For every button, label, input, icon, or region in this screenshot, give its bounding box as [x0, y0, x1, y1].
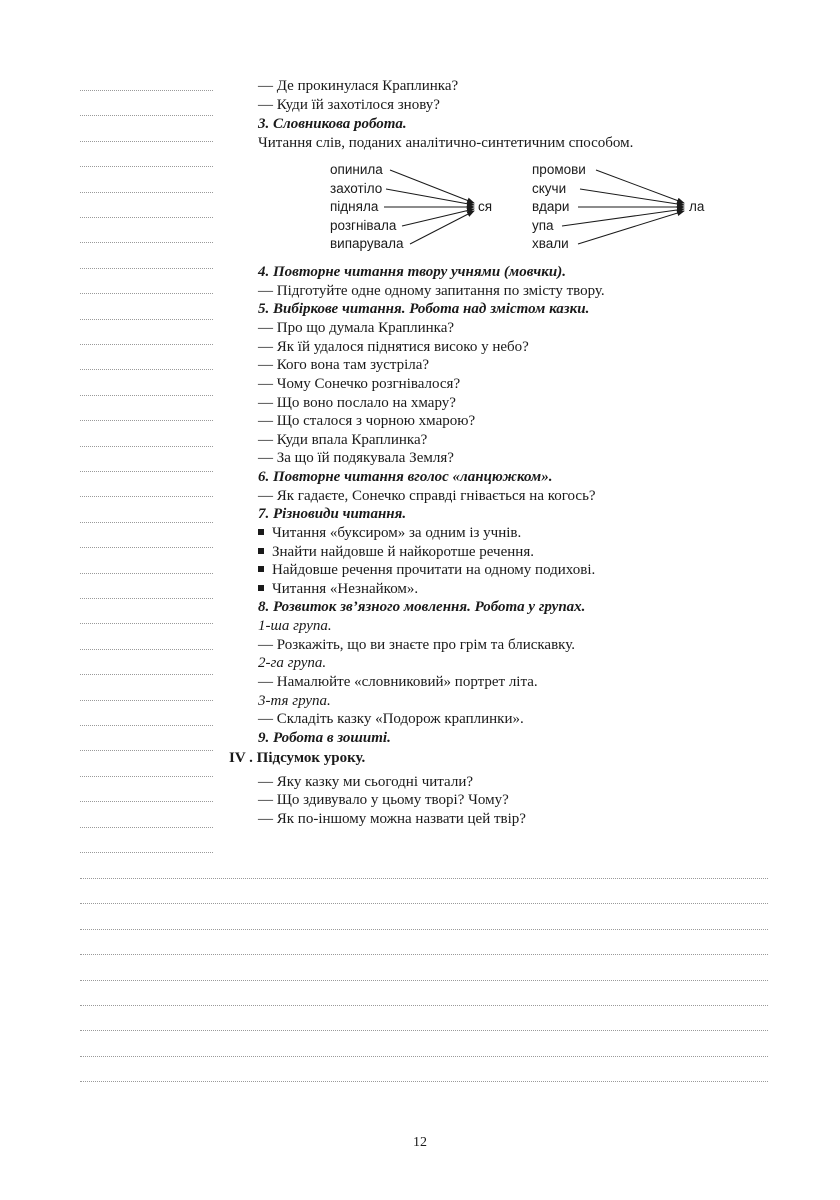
- question-line: — Як гадаєте, Сонечко справді гнівається на когось?: [258, 488, 596, 504]
- bullet-item: Знайти найдовше й найкоротше речення.: [258, 543, 534, 561]
- diagram-left-word: випарувала: [330, 236, 404, 251]
- bullet-icon: [258, 562, 272, 578]
- diagram-left-word: опинила: [330, 162, 383, 177]
- group-label: 3-тя група.: [258, 693, 331, 709]
- note-line: [80, 776, 213, 777]
- note-line: [80, 395, 213, 396]
- bullet-icon: [258, 544, 272, 560]
- diagram-right-word: скучи: [532, 181, 567, 196]
- note-line: [80, 1030, 768, 1031]
- diagram-arrow: [562, 209, 684, 226]
- question-line: — Про що думала Краплинка?: [258, 320, 455, 336]
- vocabulary-instruction: Читання слів, поданих аналітично-синтетичним способом.: [258, 135, 634, 151]
- note-line: [80, 369, 213, 370]
- note-line: [80, 725, 213, 726]
- question-line: — Що здивувало у цьому творі? Чому?: [258, 792, 509, 808]
- diagram-arrow: [390, 170, 474, 203]
- note-line: [80, 623, 213, 624]
- task-line: — Складіть казку «Подорож краплинки».: [258, 711, 524, 727]
- group-label: 1-ша група.: [258, 618, 332, 634]
- question-line: — Куди впала Краплинка?: [258, 432, 428, 448]
- note-line: [80, 980, 768, 981]
- task-line: — Намалюйте «словниковий» портрет літа.: [258, 674, 538, 690]
- heading-notebook-work: 9. Робота в зошиті.: [258, 730, 391, 746]
- heading-chain-reading: 6. Повторне читання вголос «ланцюжком».: [258, 469, 553, 485]
- diagram-right-suffix: ла: [689, 199, 705, 214]
- note-line: [80, 344, 213, 345]
- note-line: [80, 827, 213, 828]
- note-line: [80, 750, 213, 751]
- diagram-left-word: розгнівала: [330, 218, 397, 233]
- diagram-left-word: підняла: [330, 199, 379, 214]
- note-line: [80, 522, 213, 523]
- note-line: [80, 547, 213, 548]
- group-label: 2-га група.: [258, 655, 327, 671]
- diagram-right-word: промови: [532, 162, 586, 177]
- section-summary-heading: IV . Підсумок уроку.: [229, 750, 366, 766]
- page-number: 12: [413, 1135, 427, 1150]
- task-line: — Підготуйте одне одному запитання по змісту твору.: [258, 283, 605, 299]
- note-line: [80, 1005, 768, 1006]
- bullet-item: Найдовше речення прочитати на одному подихові.: [258, 561, 595, 579]
- diagram-right-word: упа: [532, 218, 554, 233]
- bullet-icon: [258, 581, 272, 597]
- note-line: [80, 674, 213, 675]
- bullet-icon: [258, 525, 272, 541]
- note-line: [80, 573, 213, 574]
- diagram-left-suffix: ся: [478, 199, 493, 214]
- diagram-right-word: вдари: [532, 199, 570, 214]
- question-line: — Куди їй захотілося знову?: [258, 97, 440, 113]
- note-line: [80, 852, 213, 853]
- question-line: — Що воно послало на хмару?: [258, 395, 456, 411]
- heading-silent-reading: 4. Повторне читання твору учнями (мовчки).: [258, 264, 566, 280]
- heading-selective-reading: 5. Вибіркове читання. Робота над змістом казки.: [258, 301, 590, 317]
- question-line: — Яку казку ми сьогодні читали?: [258, 774, 474, 790]
- note-line: [80, 1081, 768, 1082]
- heading-speech-development: 8. Розвиток зв’язного мовлення. Робота у групах.: [258, 599, 586, 615]
- note-line: [80, 496, 213, 497]
- question-line: — Як по-іншому можна назвати цей твір?: [258, 811, 526, 827]
- note-line: [80, 420, 213, 421]
- question-line: — За що їй подякувала Земля?: [258, 450, 454, 466]
- note-line: [80, 471, 213, 472]
- question-line: — Чому Сонечко розгнівалося?: [258, 376, 461, 392]
- note-line: [80, 929, 768, 930]
- question-line: — Як їй удалося піднятися високо у небо?: [258, 339, 529, 355]
- note-line: [80, 649, 213, 650]
- diagram-arrow: [402, 209, 474, 226]
- note-line: [80, 878, 768, 879]
- diagram-left-word: захотіло: [330, 181, 383, 196]
- note-line: [80, 801, 213, 802]
- heading-vocabulary-work: 3. Словникова робота.: [258, 116, 407, 132]
- note-line: [80, 954, 768, 955]
- diagram-right-word: хвали: [532, 236, 569, 251]
- question-line: — Де прокинулася Краплинка?: [258, 78, 459, 94]
- diagram-arrows: [0, 0, 840, 270]
- note-line: [80, 700, 213, 701]
- note-line: [80, 903, 768, 904]
- question-line: — Що сталося з чорною хмарою?: [258, 413, 476, 429]
- note-line: [80, 598, 213, 599]
- bullet-item: Читання «буксиром» за одним із учнів.: [258, 524, 521, 542]
- bullet-item: Читання «Незнайком».: [258, 580, 418, 598]
- diagram-arrow: [410, 211, 474, 244]
- diagram-arrow: [386, 189, 474, 205]
- heading-reading-types: 7. Різновиди читання.: [258, 506, 407, 522]
- question-line: — Кого вона там зустріла?: [258, 357, 430, 373]
- note-line: [80, 1056, 768, 1057]
- note-line: [80, 446, 213, 447]
- task-line: — Розкажіть, що ви знаєте про грім та блискавку.: [258, 637, 575, 653]
- note-line: [80, 319, 213, 320]
- note-line: [80, 293, 213, 294]
